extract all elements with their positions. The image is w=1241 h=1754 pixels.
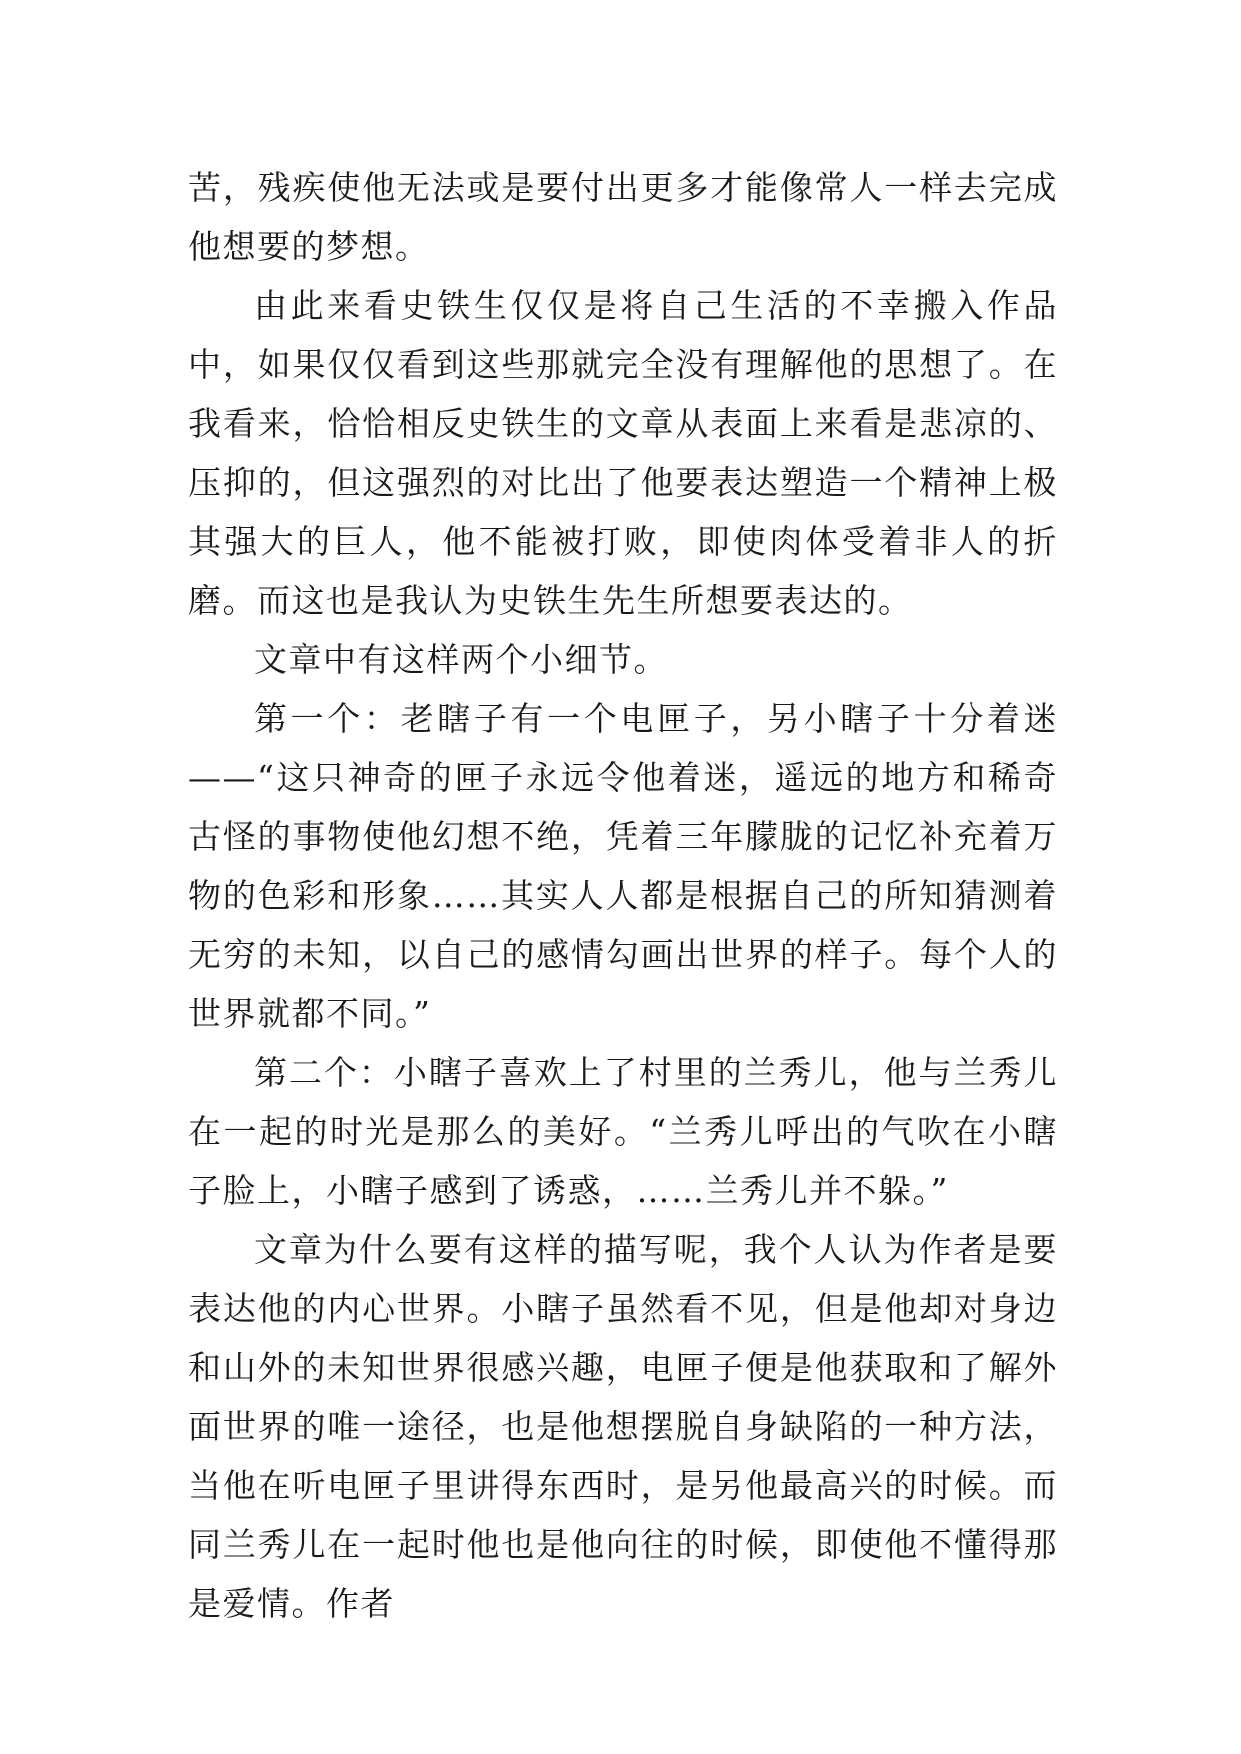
document-body [188, 158, 1058, 1633]
paragraph-continuation: 苦，残疾使他无法或是要付出更多才能像常人一样去完成他想要的梦想。 [188, 168, 1058, 266]
paragraph: 文章中有这样两个小细节。 [254, 640, 668, 679]
paragraph: 第一个：老瞎子有一个电匣子，另小瞎子十分着迷——“这只神奇的匣子永远令他着迷，遥远的地方和稀奇古怪的事物使他幻想不绝，凭着三年朦胧的记忆补充着万物的色彩和形象……其实人人都是根据自己的所知猜测着无穷的未知，以自己的感情勾画出世界的样子。每个人的世界就都不同。” [188, 699, 1058, 1033]
paragraph: 由此来看史铁生仅仅是将自己生活的不幸搬入作品中，如果仅仅看到这些那就完全没有理解他的思想了。在我看来，恰恰相反史铁生的文章从表面上来看是悲凉的、压抑的，但这强烈的对比出了他要表达塑造一个精神上极其强大的巨人，他不能被打败，即使肉体受着非人的折磨。而这也是我认为史铁生先生所想要表达的。 [188, 286, 1058, 620]
paragraph: 第二个：小瞎子喜欢上了村里的兰秀儿，他与兰秀儿在一起的时光是那么的美好。“兰秀儿呼出的气吹在小瞎子脸上，小瞎子感到了诱惑，……兰秀儿并不躲。” [188, 1053, 1058, 1210]
paragraph: 文章为什么要有这样的描写呢，我个人认为作者是要表达他的内心世界。小瞎子虽然看不见，但是他却对身边和山外的未知世界很感兴趣，电匣子便是他获取和了解外面世界的唯一途径，也是他想摆脱自身缺陷的一种方法，当他在听电匣子里讲得东西时，是另他最高兴的时候。而同兰秀儿在一起时他也是他向往的时候，即使他不懂得那是爱情。作者 [188, 1230, 1058, 1623]
